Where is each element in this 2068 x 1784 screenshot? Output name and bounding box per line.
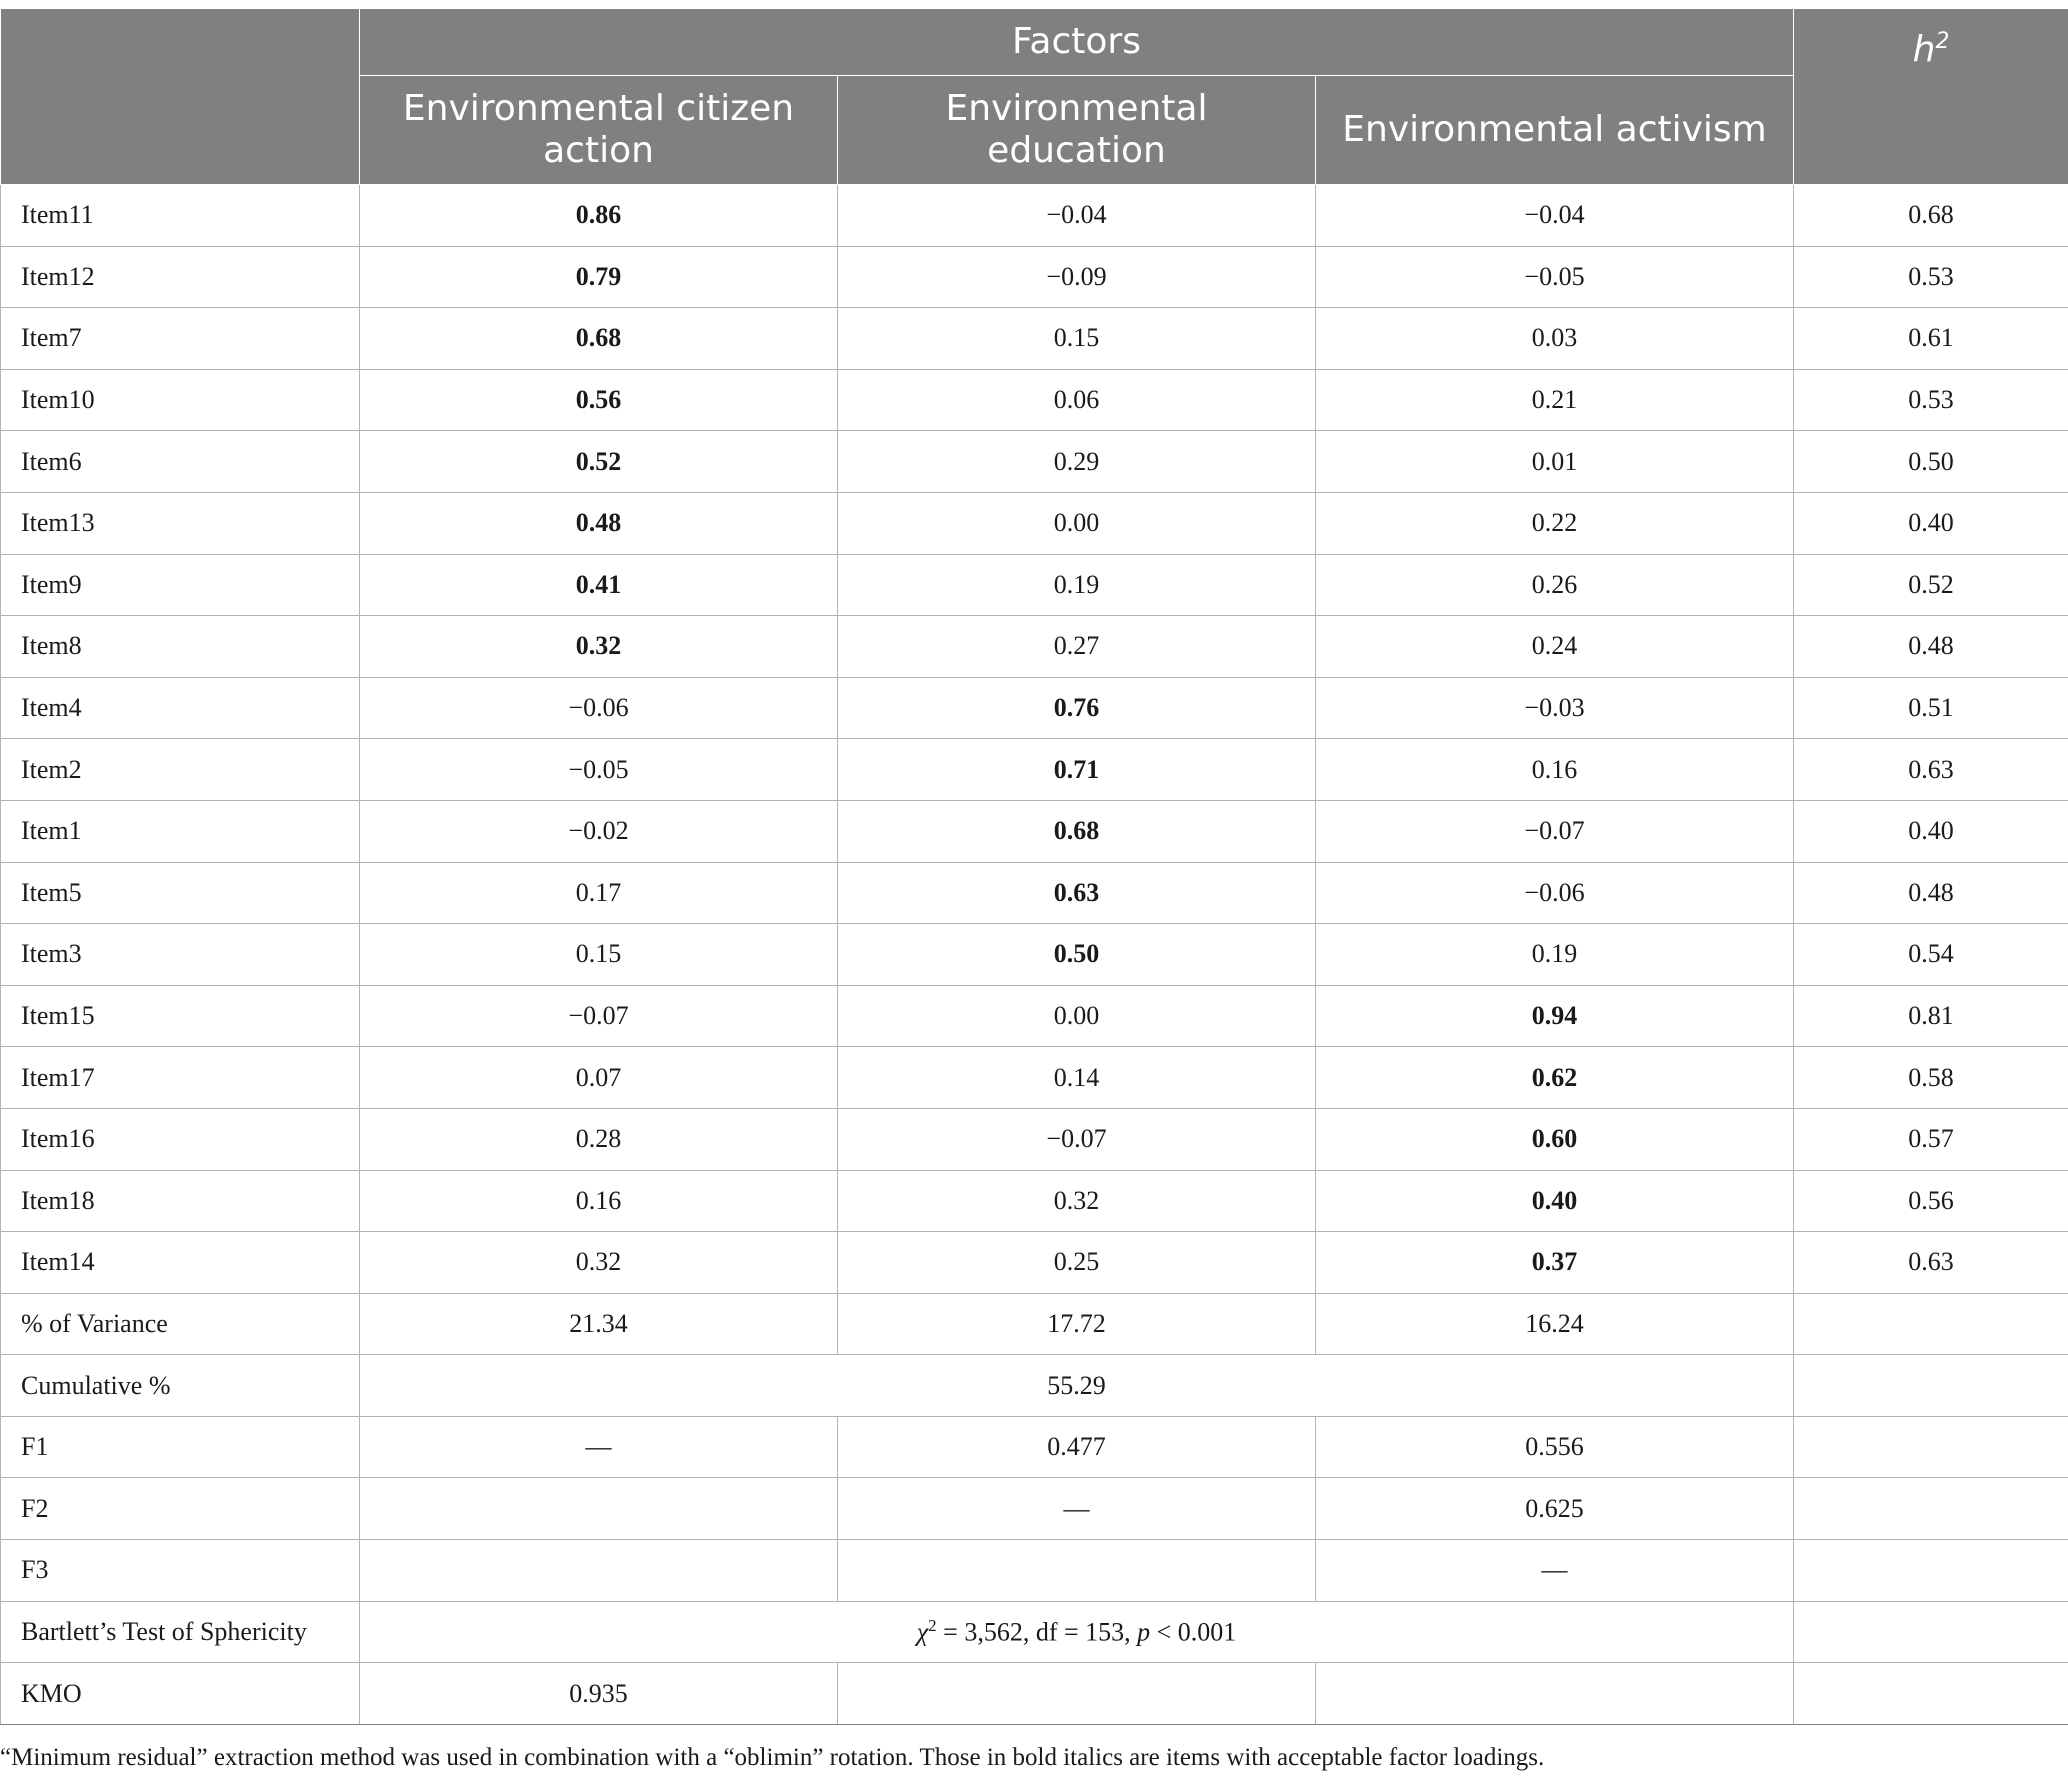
empty-cell	[1794, 1478, 2068, 1540]
row-label: F2	[1, 1478, 360, 1540]
kmo-row	[1, 1663, 2068, 1725]
loading-cell: 0.16	[1316, 739, 1794, 801]
item-label: Item1	[1, 800, 360, 862]
loading-cell: −0.04	[838, 185, 1316, 247]
loading-cell-primary: 0.48	[360, 492, 838, 554]
row-label: F1	[1, 1416, 360, 1478]
variance-row	[1, 1293, 2068, 1355]
item-label: Item2	[1, 739, 360, 801]
correlation-row-f3	[1, 1540, 2068, 1602]
h2-base: h	[1912, 29, 1936, 70]
loading-cell: 0.19	[1316, 924, 1794, 986]
loading-cell: 0.19	[838, 554, 1316, 616]
loading-cell-primary: 0.76	[838, 677, 1316, 739]
value-cell: 55.29	[360, 1355, 1794, 1417]
factor-table-container	[0, 8, 2068, 1725]
communality-cell: 0.53	[1794, 369, 2068, 431]
communality-cell: 0.51	[1794, 677, 2068, 739]
table-row	[1, 185, 2068, 247]
item-label: Item14	[1, 1232, 360, 1294]
communality-cell: 0.48	[1794, 862, 2068, 924]
empty-cell	[1794, 1293, 2068, 1355]
loading-cell: −0.07	[838, 1108, 1316, 1170]
table-row	[1, 554, 2068, 616]
value-cell: 0.477	[838, 1416, 1316, 1478]
chi-rest: = 3,562, df = 153,	[936, 1617, 1138, 1647]
loading-cell: 0.22	[1316, 492, 1794, 554]
empty-cell	[1794, 1355, 2068, 1417]
value-cell	[838, 1540, 1316, 1602]
column-header-citizen-action: Environmental citizen action	[360, 76, 838, 185]
loading-cell-primary: 0.52	[360, 431, 838, 493]
loading-cell: 0.03	[1316, 308, 1794, 370]
table-row	[1, 246, 2068, 308]
table-body	[1, 185, 2068, 1725]
item-label: Item11	[1, 185, 360, 247]
loading-cell: 0.25	[838, 1232, 1316, 1294]
item-label: Item6	[1, 431, 360, 493]
row-label: % of Variance	[1, 1293, 360, 1355]
communality-cell: 0.40	[1794, 492, 2068, 554]
cumulative-row	[1, 1355, 2068, 1417]
loading-cell: −0.09	[838, 246, 1316, 308]
factor-loadings-table	[0, 8, 2068, 1725]
loading-cell-primary: 0.56	[360, 369, 838, 431]
loading-cell: 0.14	[838, 1047, 1316, 1109]
item-label: Item18	[1, 1170, 360, 1232]
loading-cell-primary: 0.63	[838, 862, 1316, 924]
h2-sup: 2	[1935, 29, 1950, 54]
loading-cell: 0.32	[360, 1232, 838, 1294]
loading-cell: 0.29	[838, 431, 1316, 493]
bartlett-value	[360, 1601, 1794, 1663]
table-row	[1, 431, 2068, 493]
table-row	[1, 492, 2068, 554]
loading-cell: 0.17	[360, 862, 838, 924]
table-row	[1, 985, 2068, 1047]
communality-cell: 0.50	[1794, 431, 2068, 493]
table-row	[1, 800, 2068, 862]
p-symbol: p	[1137, 1617, 1151, 1647]
loading-cell: −0.07	[360, 985, 838, 1047]
chi-symbol: χ	[916, 1617, 929, 1647]
communality-cell: 0.61	[1794, 308, 2068, 370]
loading-cell-primary: 0.60	[1316, 1108, 1794, 1170]
correlation-row-f2	[1, 1478, 2068, 1540]
loading-cell-primary: 0.40	[1316, 1170, 1794, 1232]
loading-cell-primary: 0.79	[360, 246, 838, 308]
table-row	[1, 1232, 2068, 1294]
loading-cell: 0.01	[1316, 431, 1794, 493]
chi-sup: 2	[928, 1616, 937, 1636]
empty-cell	[1794, 1416, 2068, 1478]
communality-cell: 0.54	[1794, 924, 2068, 986]
item-label: Item8	[1, 616, 360, 678]
communality-cell: 0.63	[1794, 739, 2068, 801]
loading-cell: 0.15	[360, 924, 838, 986]
loading-cell: 0.24	[1316, 616, 1794, 678]
loading-cell-primary: 0.86	[360, 185, 838, 247]
table-row	[1, 1170, 2068, 1232]
empty-cell	[1794, 1601, 2068, 1663]
loading-cell: 0.32	[838, 1170, 1316, 1232]
item-label: Item13	[1, 492, 360, 554]
loading-cell: −0.04	[1316, 185, 1794, 247]
table-header	[1, 9, 2068, 185]
loading-cell: −0.02	[360, 800, 838, 862]
table-row	[1, 308, 2068, 370]
correlation-row-f1	[1, 1416, 2068, 1478]
item-label: Item15	[1, 985, 360, 1047]
row-label: Cumulative %	[1, 1355, 360, 1417]
loading-cell-primary: 0.41	[360, 554, 838, 616]
loading-cell: −0.05	[360, 739, 838, 801]
empty-cell	[1316, 1663, 1794, 1725]
value-cell: —	[838, 1478, 1316, 1540]
loading-cell: 0.26	[1316, 554, 1794, 616]
table-row	[1, 739, 2068, 801]
loading-cell-primary: 0.68	[360, 308, 838, 370]
table-row	[1, 369, 2068, 431]
value-cell	[360, 1478, 838, 1540]
loading-cell: −0.03	[1316, 677, 1794, 739]
loading-cell-primary: 0.62	[1316, 1047, 1794, 1109]
item-label: Item4	[1, 677, 360, 739]
communality-cell: 0.58	[1794, 1047, 2068, 1109]
empty-cell	[1794, 1540, 2068, 1602]
communality-cell: 0.40	[1794, 800, 2068, 862]
empty-cell	[1794, 1663, 2068, 1725]
item-label: Item5	[1, 862, 360, 924]
loading-cell: 0.00	[838, 492, 1316, 554]
table-footnote: “Minimum residual” extraction method was used in combination with a “oblimin” rotation. Those in bold italics are items with acceptable factor loadings.	[0, 1744, 1545, 1771]
loading-cell: 0.15	[838, 308, 1316, 370]
table-row	[1, 924, 2068, 986]
bartlett-row	[1, 1601, 2068, 1663]
communality-cell: 0.56	[1794, 1170, 2068, 1232]
row-label: Bartlett’s Test of Sphericity	[1, 1601, 360, 1663]
loading-cell: −0.05	[1316, 246, 1794, 308]
loading-cell: 0.06	[838, 369, 1316, 431]
item-label: Item12	[1, 246, 360, 308]
loading-cell: 0.00	[838, 985, 1316, 1047]
loading-cell: 0.07	[360, 1047, 838, 1109]
factors-header: Factors	[360, 9, 1794, 76]
table-row	[1, 616, 2068, 678]
communality-cell: 0.48	[1794, 616, 2068, 678]
loading-cell: −0.06	[1316, 862, 1794, 924]
item-label: Item10	[1, 369, 360, 431]
value-cell: 21.34	[360, 1293, 838, 1355]
value-cell: 17.72	[838, 1293, 1316, 1355]
communality-cell: 0.57	[1794, 1108, 2068, 1170]
item-label: Item16	[1, 1108, 360, 1170]
value-cell: 0.935	[360, 1663, 838, 1725]
header-blank-cell	[1, 9, 360, 185]
loading-cell: −0.06	[360, 677, 838, 739]
communality-cell: 0.53	[1794, 246, 2068, 308]
item-label: Item7	[1, 308, 360, 370]
value-cell: —	[1316, 1540, 1794, 1602]
p-rest: < 0.001	[1150, 1617, 1237, 1647]
row-label: KMO	[1, 1663, 360, 1725]
table-row	[1, 1108, 2068, 1170]
loading-cell-primary: 0.94	[1316, 985, 1794, 1047]
value-cell: 0.556	[1316, 1416, 1794, 1478]
column-header-education: Environmental education	[838, 76, 1316, 185]
row-label: F3	[1, 1540, 360, 1602]
loading-cell: 0.21	[1316, 369, 1794, 431]
communality-cell: 0.52	[1794, 554, 2068, 616]
loading-cell-primary: 0.37	[1316, 1232, 1794, 1294]
communality-cell: 0.68	[1794, 185, 2068, 247]
column-header-activism: Environmental activism	[1316, 76, 1794, 185]
table-row	[1, 1047, 2068, 1109]
loading-cell: 0.28	[360, 1108, 838, 1170]
loading-cell: −0.07	[1316, 800, 1794, 862]
communality-cell: 0.63	[1794, 1232, 2068, 1294]
h2-header	[1794, 9, 2068, 185]
loading-cell-primary: 0.32	[360, 616, 838, 678]
value-cell: —	[360, 1416, 838, 1478]
item-label: Item9	[1, 554, 360, 616]
loading-cell-primary: 0.68	[838, 800, 1316, 862]
value-cell	[360, 1540, 838, 1602]
empty-cell	[838, 1663, 1316, 1725]
item-label: Item17	[1, 1047, 360, 1109]
loading-cell: 0.16	[360, 1170, 838, 1232]
value-cell: 16.24	[1316, 1293, 1794, 1355]
loading-cell-primary: 0.71	[838, 739, 1316, 801]
loading-cell-primary: 0.50	[838, 924, 1316, 986]
communality-cell: 0.81	[1794, 985, 2068, 1047]
loading-cell: 0.27	[838, 616, 1316, 678]
value-cell: 0.625	[1316, 1478, 1794, 1540]
item-label: Item3	[1, 924, 360, 986]
table-row	[1, 862, 2068, 924]
table-row	[1, 677, 2068, 739]
